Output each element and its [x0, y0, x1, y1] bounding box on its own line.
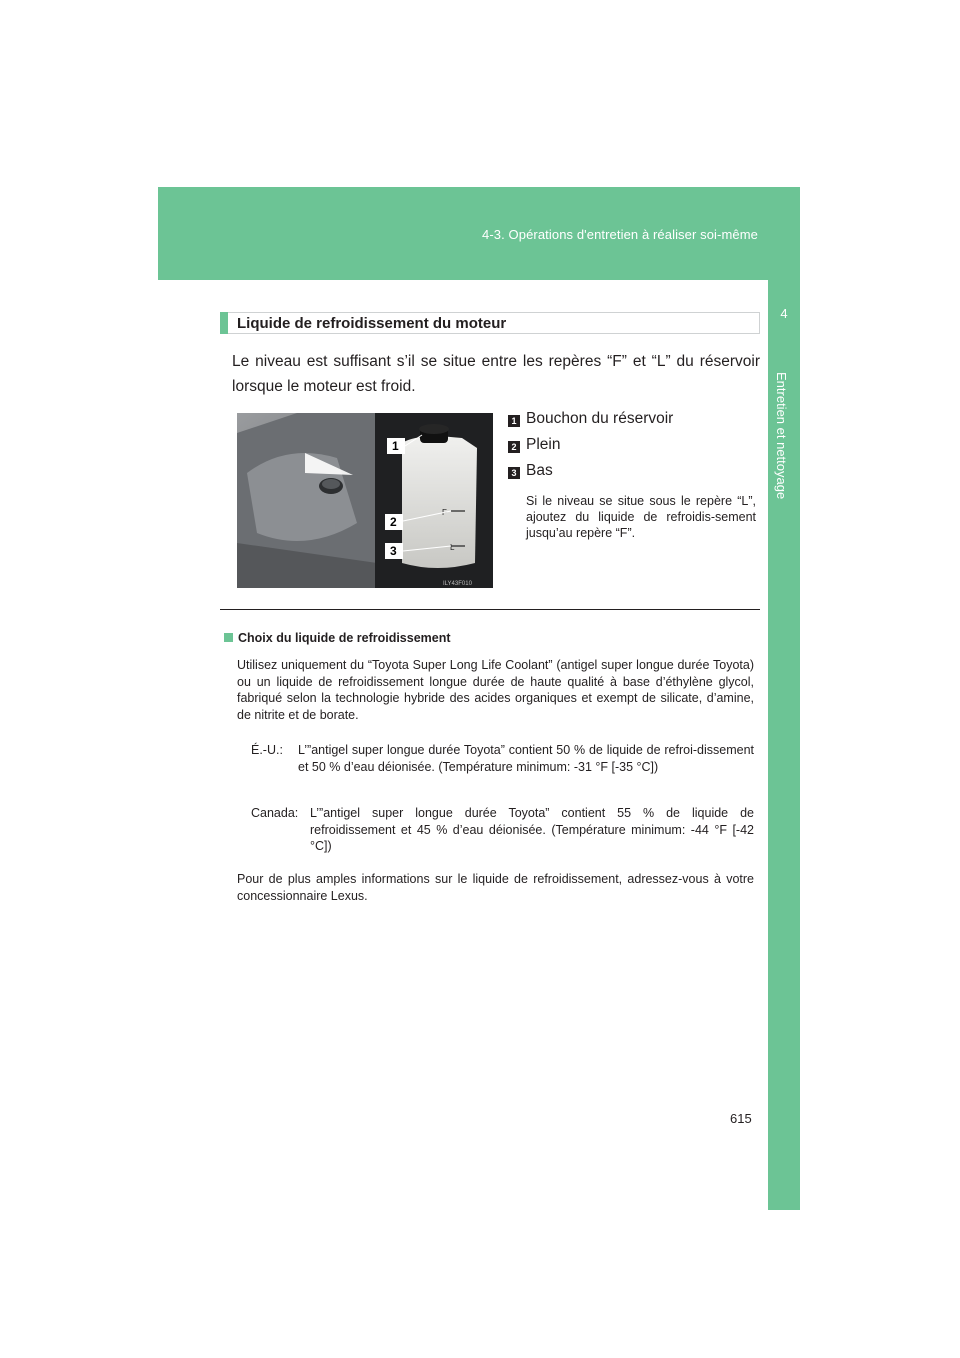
spec-usa [251, 742, 754, 792]
section-header-accent [220, 312, 228, 334]
legend-label: Bas [526, 462, 553, 479]
legend-number: 3 [508, 467, 520, 479]
legend-label: Plein [526, 436, 561, 453]
legend-item [508, 436, 760, 462]
spec-text: L’”antigel super longue durée Toyota” contient 55 % de liquide de refroidissement et 45 % d’eau déionisée. (Température minimum: -44 °F [-42 °C]) [310, 806, 754, 853]
figure-legend [508, 410, 760, 488]
spec-country: É.-U.: [251, 743, 283, 757]
engine-bay-illustration [237, 413, 493, 588]
chapter-side-tab [768, 280, 800, 1210]
intro-text: Le niveau est suffisant s’il se situe entre les repères “F” et “L” du réservoir lorsque le moteur est froid. [232, 353, 760, 395]
section-heading: Liquide de refroidissement du moteur [237, 315, 507, 332]
page-number: 615 [730, 1111, 752, 1126]
engine-bay-photo [237, 413, 493, 588]
spec-canada [251, 805, 754, 855]
coolant-footer-paragraph: Pour de plus amples informations sur le liquide de refroidissement, adressez-vous à votre concessionnaire Lexus. [237, 872, 754, 903]
tank-mark-low: L [450, 543, 455, 552]
section-divider [220, 609, 760, 610]
coolant-choice-heading-text: Choix du liquide de refroidissement [238, 631, 451, 645]
legend-label: Bouchon du réservoir [526, 410, 674, 427]
image-code: ILY43F010 [443, 581, 472, 587]
svg-text:1: 1 [392, 439, 399, 453]
coolant-choice-paragraph: Utilisez uniquement du “Toyota Super Long Life Coolant” (antigel super longue durée Toyota) ou un liquide de refroidissement longue durée de haute qualité à base d’éthylène glycol, fabriqué selon la technologie hybride des acides organiques et exempt de silicate, d’amine, de nitrite et de borate. [237, 658, 754, 722]
section-header [220, 312, 760, 334]
spec-country: Canada: [251, 806, 299, 820]
svg-text:3: 3 [390, 544, 397, 558]
legend-item [508, 410, 760, 436]
header-band [158, 187, 800, 280]
legend-item [508, 462, 760, 488]
legend-number: 2 [508, 441, 520, 453]
spec-text: L’”antigel super longue durée Toyota” contient 50 % de liquide de refroi-dissement et 50 % d’eau déionisée. (Température minimum: -31 °F [-35 °C]) [298, 743, 754, 774]
chapter-label: Entretien et nettoyage [774, 372, 789, 500]
heading-square-icon [224, 633, 233, 642]
chapter-number: 4 [780, 306, 788, 321]
legend-note: Si le niveau se situe sous le repère “L”, ajoutez du liquide de refroidis-sement jusqu’au repère “F”. [526, 494, 756, 540]
section-title: 4-3. Opérations d'entretien à réaliser soi-même [482, 227, 758, 242]
legend-number: 1 [508, 415, 520, 427]
coolant-choice-heading [224, 631, 451, 645]
svg-text:2: 2 [390, 515, 397, 529]
